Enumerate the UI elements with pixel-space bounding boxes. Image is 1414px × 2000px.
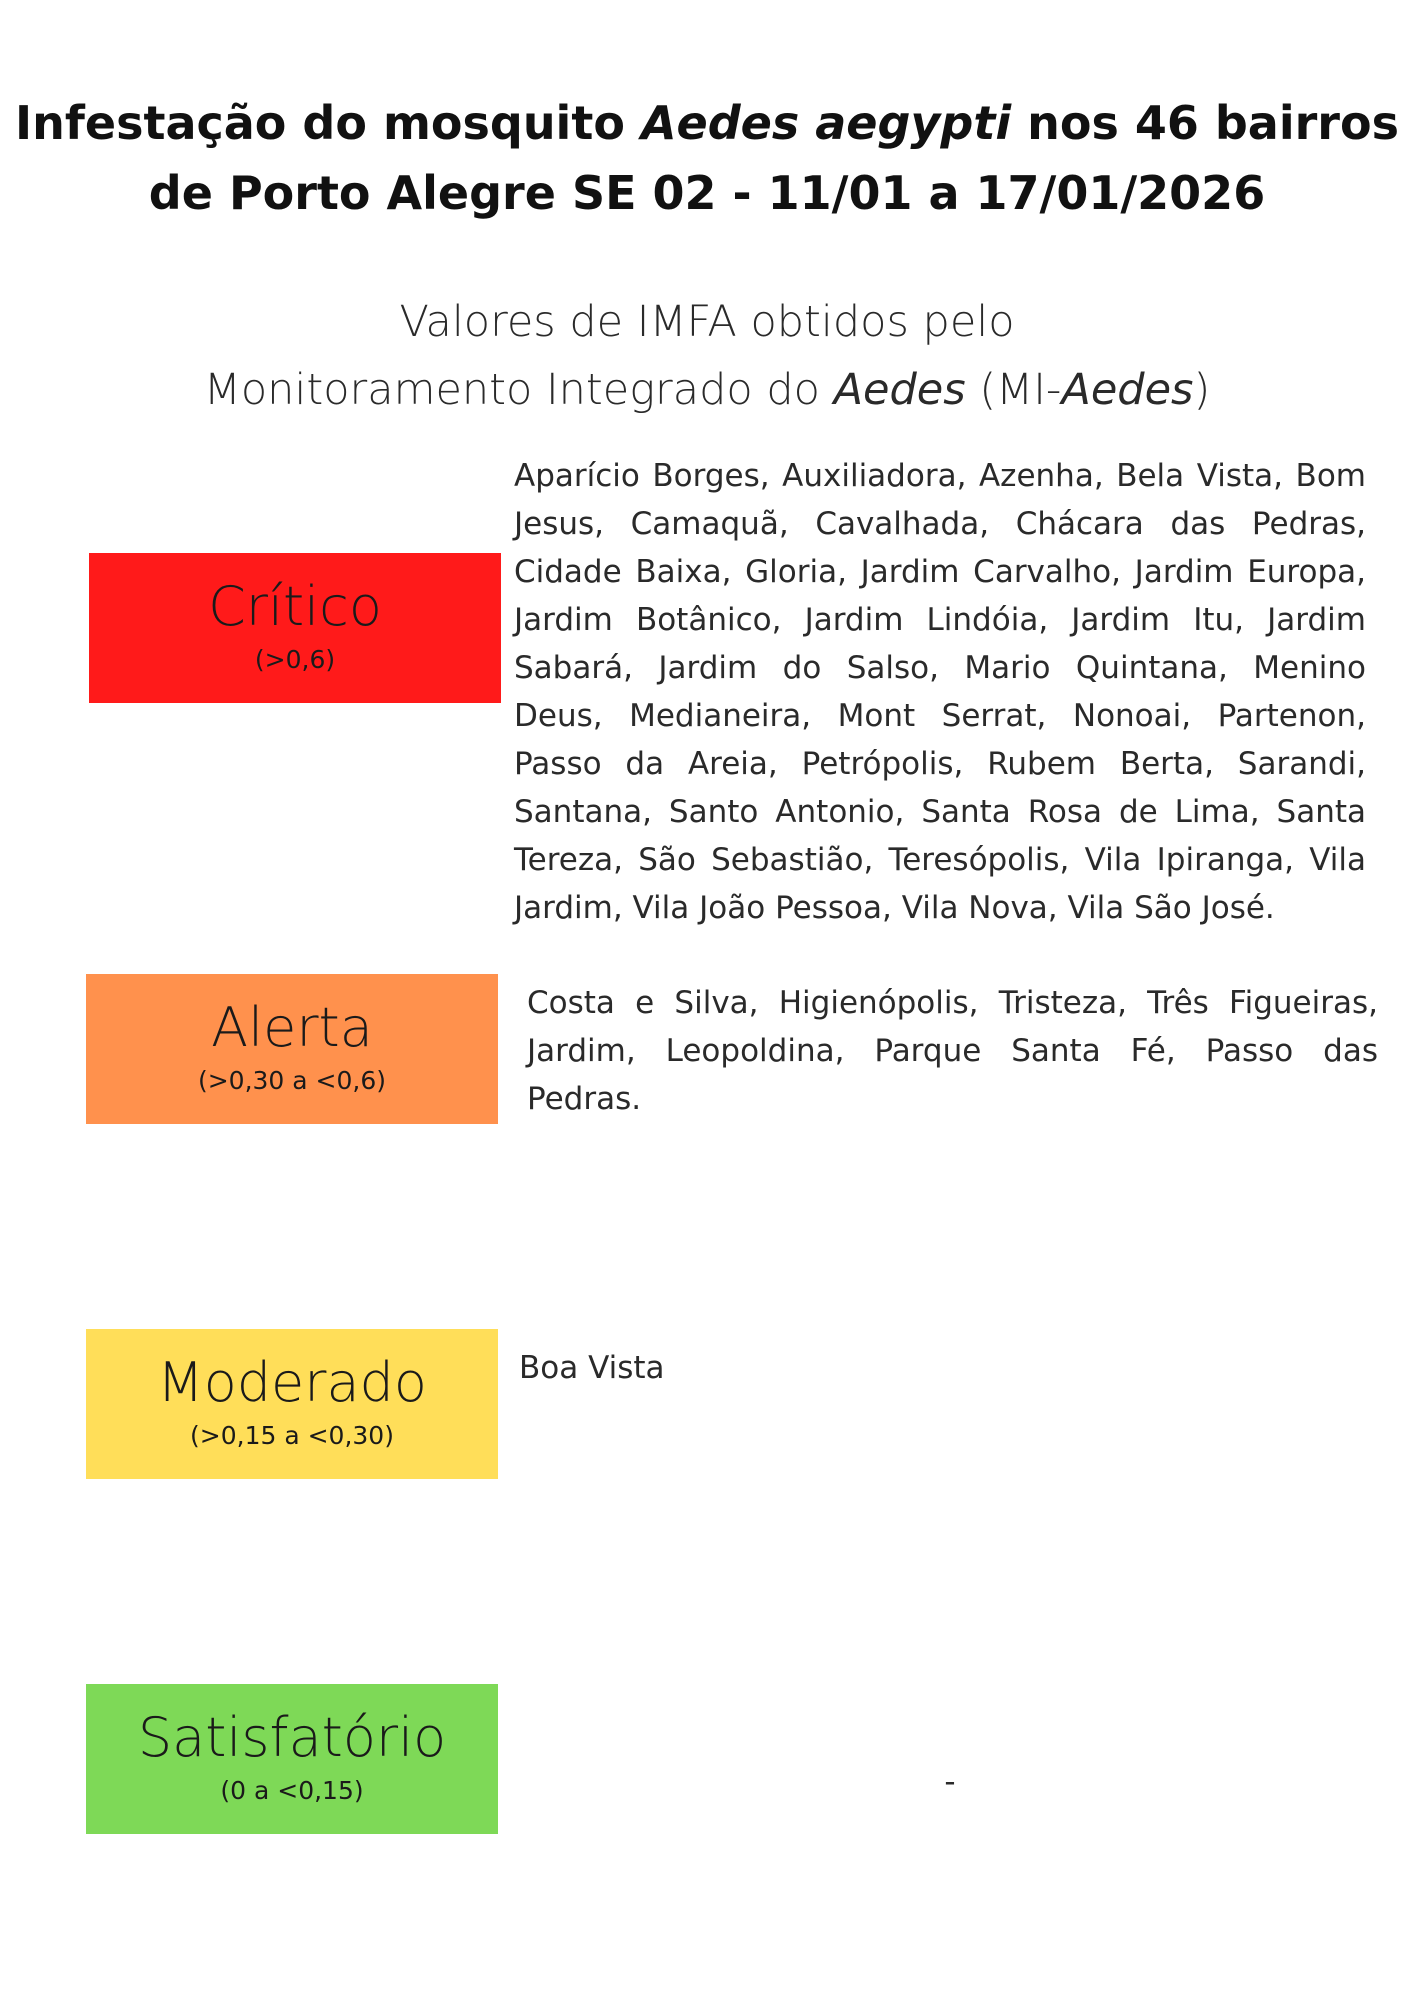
level-card-moderado <box>86 1329 498 1479</box>
title-line-1 <box>0 88 1414 158</box>
level-range: (>0,30 a <0,6) <box>197 1066 387 1095</box>
neighborhood-list-satisfatorio: - <box>944 1764 956 1800</box>
level-label: Moderado <box>157 1351 427 1414</box>
neighborhood-list-critico: Aparício Borges, Auxiliadora, Azenha, Bela Vista, Bom Jesus, Camaquã, Cavalhada, Chácara das Pedras, Cidade Baixa, Gloria, Jardim Carvalho, Jardim Europa, Jardim Botânico, Jardim Lindóia, Jardim Itu, Jardim Sabará, Jardim do Salso, Mario Quintana, Menino Deus, Medianeira, Mont Serrat, Nonoai, Partenon, Passo da Areia, Petrópolis, Rubem Berta, Sarandi, Santana, Santo Antonio, Santa Rosa de Lima, Santa Tereza, São Sebastião, Teresópolis, Vila Ipiranga, Vila Jardim, Vila João Pessoa, Vila Nova, Vila São José. <box>514 458 1366 926</box>
level-range: (0 a <0,15) <box>220 1776 364 1805</box>
level-label: Crítico <box>208 575 382 638</box>
title-text: Infestação do mosquito <box>15 96 641 150</box>
subtitle-species: Aedes <box>833 365 966 415</box>
subtitle-text: (MI- <box>965 365 1062 415</box>
level-range: (>0,15 a <0,30) <box>190 1421 394 1450</box>
title-text: nos 46 bairros <box>1011 96 1399 150</box>
level-card-alerta <box>86 974 498 1124</box>
document-title <box>0 88 1414 228</box>
level-card-satisfatorio <box>86 1684 498 1834</box>
subtitle-text: ) <box>1193 365 1211 415</box>
subtitle-species: Aedes <box>1061 365 1194 415</box>
level-label: Satisfatório <box>137 1706 447 1769</box>
document-subtitle <box>0 288 1414 424</box>
neighborhood-list-moderado: Boa Vista <box>519 1350 665 1386</box>
subtitle-line-2 <box>0 356 1414 424</box>
title-species: Aedes aegypti <box>640 96 1012 150</box>
level-range: (>0,6) <box>254 645 336 674</box>
subtitle-line-1: Valores de IMFA obtidos pelo <box>399 297 1015 347</box>
title-line-2: de Porto Alegre SE 02 - 11/01 a 17/01/2026 <box>148 166 1266 220</box>
neighborhood-list-alerta: Costa e Silva, Higienópolis, Tristeza, Três Figueiras, Jardim, Leopoldina, Parque Santa Fé, Passo das Pedras. <box>527 985 1378 1117</box>
subtitle-text: Monitoramento Integrado do <box>203 365 834 415</box>
level-card-critico <box>89 553 501 703</box>
level-label: Alerta <box>211 996 373 1059</box>
